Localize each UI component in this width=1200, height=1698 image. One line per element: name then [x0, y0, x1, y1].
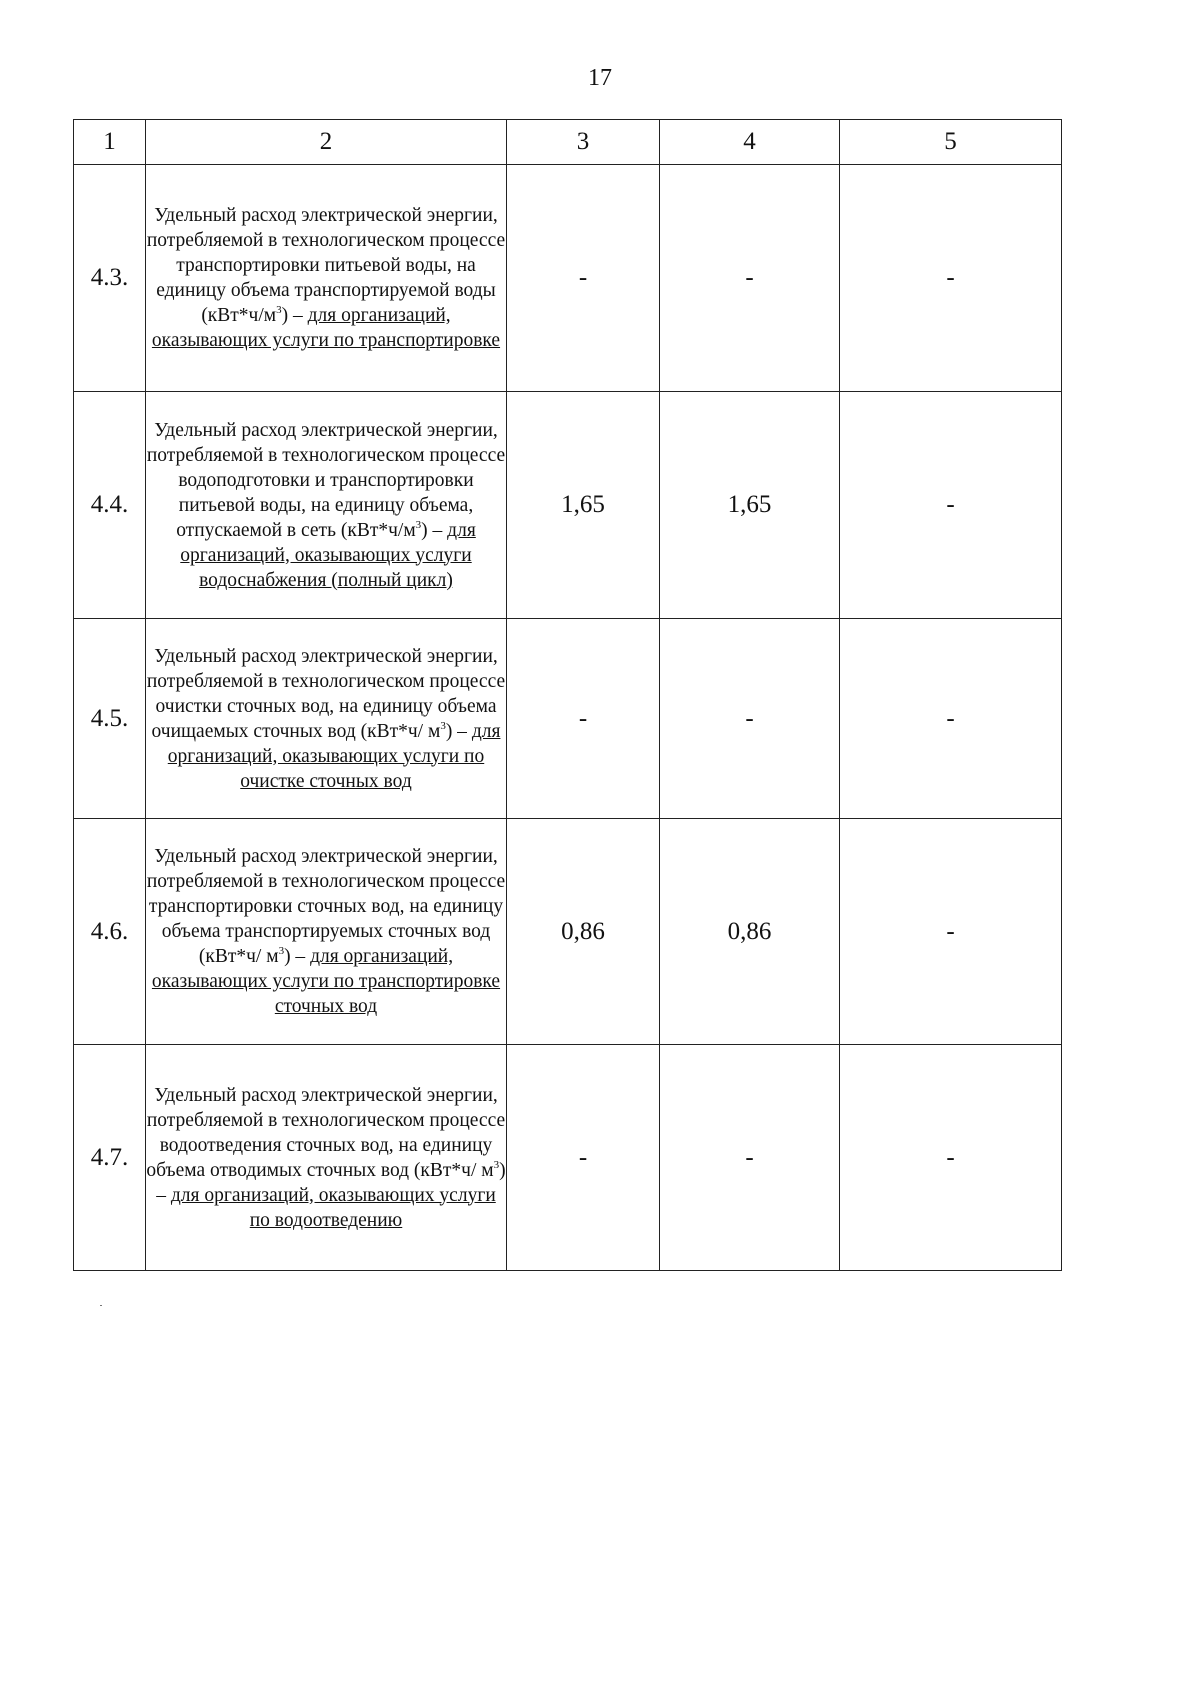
page-number: 17: [588, 65, 612, 91]
description-text: ) –: [284, 946, 311, 967]
value-cell: -: [840, 819, 1062, 1045]
description-text: Удельный расход электрической энергии, потребляемой в технологическом процессе транспортировки сточных вод, на единицу объема транспортируемых сточных вод (кВт*ч/ м: [146, 846, 506, 967]
description-text: ) –: [421, 519, 448, 541]
row-description: [146, 165, 507, 392]
value-cell: -: [840, 165, 1062, 392]
table-row: [74, 619, 1062, 819]
description-underlined: для организаций, оказывающих услуги по очистке сточных вод: [167, 720, 501, 792]
description-text: ) –: [281, 305, 308, 326]
value-cell: 0,86: [660, 819, 840, 1045]
table-row: [74, 392, 1062, 619]
superscript: 3: [276, 304, 282, 316]
superscript: 3: [278, 945, 285, 957]
header-cell: 2: [146, 120, 507, 165]
table-row: [74, 1045, 1062, 1271]
row-description: [146, 819, 507, 1045]
row-number: 4.3.: [74, 165, 146, 392]
row-description: [146, 1045, 507, 1271]
description-underlined: для организаций, оказывающих услуги по водоотведению: [170, 1184, 496, 1231]
row-number: 4.4.: [74, 392, 146, 619]
value-cell: -: [660, 165, 840, 392]
superscript: 3: [493, 1158, 500, 1171]
table-row: [74, 165, 1062, 392]
value-cell: -: [507, 165, 660, 392]
description-text: Удельный расход электрической энергии, потребляемой в технологическом процессе транспортировки питьевой воды, на единицу объема транспортируемой воды (кВт*ч/м: [146, 205, 506, 326]
indicators-table: [73, 119, 1062, 1271]
description-underlined: для организаций, оказывающих услуги по транспортировке: [151, 305, 501, 351]
value-cell: 0,86: [507, 819, 660, 1045]
value-cell: -: [507, 619, 660, 819]
value-cell: -: [660, 619, 840, 819]
description-text: Удельный расход электрической энергии, потребляемой в технологическом процессе водоподготовки и транспортировки питьевой воды, на единицу объема, отпускаемой в сеть (кВт*ч/м: [146, 419, 506, 541]
row-description: [146, 392, 507, 619]
description-text: ) –: [156, 1159, 506, 1206]
header-cell: 5: [840, 120, 1062, 165]
description-text: Удельный расход электрической энергии, потребляемой в технологическом процессе водоотведения сточных вод, на единицу объема отводимых сточных вод (кВт*ч/ м: [146, 1084, 506, 1181]
header-cell: 4: [660, 120, 840, 165]
row-number: 4.6.: [74, 819, 146, 1045]
value-cell: -: [840, 619, 1062, 819]
value-cell: -: [660, 1045, 840, 1271]
superscript: 3: [415, 518, 422, 531]
scan-speck: [100, 1305, 102, 1306]
row-number: 4.5.: [74, 619, 146, 819]
description-underlined: для организаций, оказывающих услуги по транспортировке сточных вод: [151, 946, 501, 1017]
row-number: 4.7.: [74, 1045, 146, 1271]
description-underlined: для организаций, оказывающих услуги водоснабжения (полный цикл): [180, 519, 476, 591]
header-cell: 1: [74, 120, 146, 165]
header-cell: 3: [507, 120, 660, 165]
value-cell: -: [507, 1045, 660, 1271]
value-cell: 1,65: [507, 392, 660, 619]
table-header-row: [74, 120, 1062, 165]
value-cell: 1,65: [660, 392, 840, 619]
description-text: Удельный расход электрической энергии, потребляемой в технологическом процессе очистки сточных вод, на единицу объема очищаемых сточных вод (кВт*ч/ м: [146, 645, 506, 742]
superscript: 3: [440, 719, 446, 732]
value-cell: -: [840, 392, 1062, 619]
table-row: [74, 819, 1062, 1045]
row-description: [146, 619, 507, 819]
value-cell: -: [840, 1045, 1062, 1271]
description-text: ) –: [445, 720, 472, 742]
